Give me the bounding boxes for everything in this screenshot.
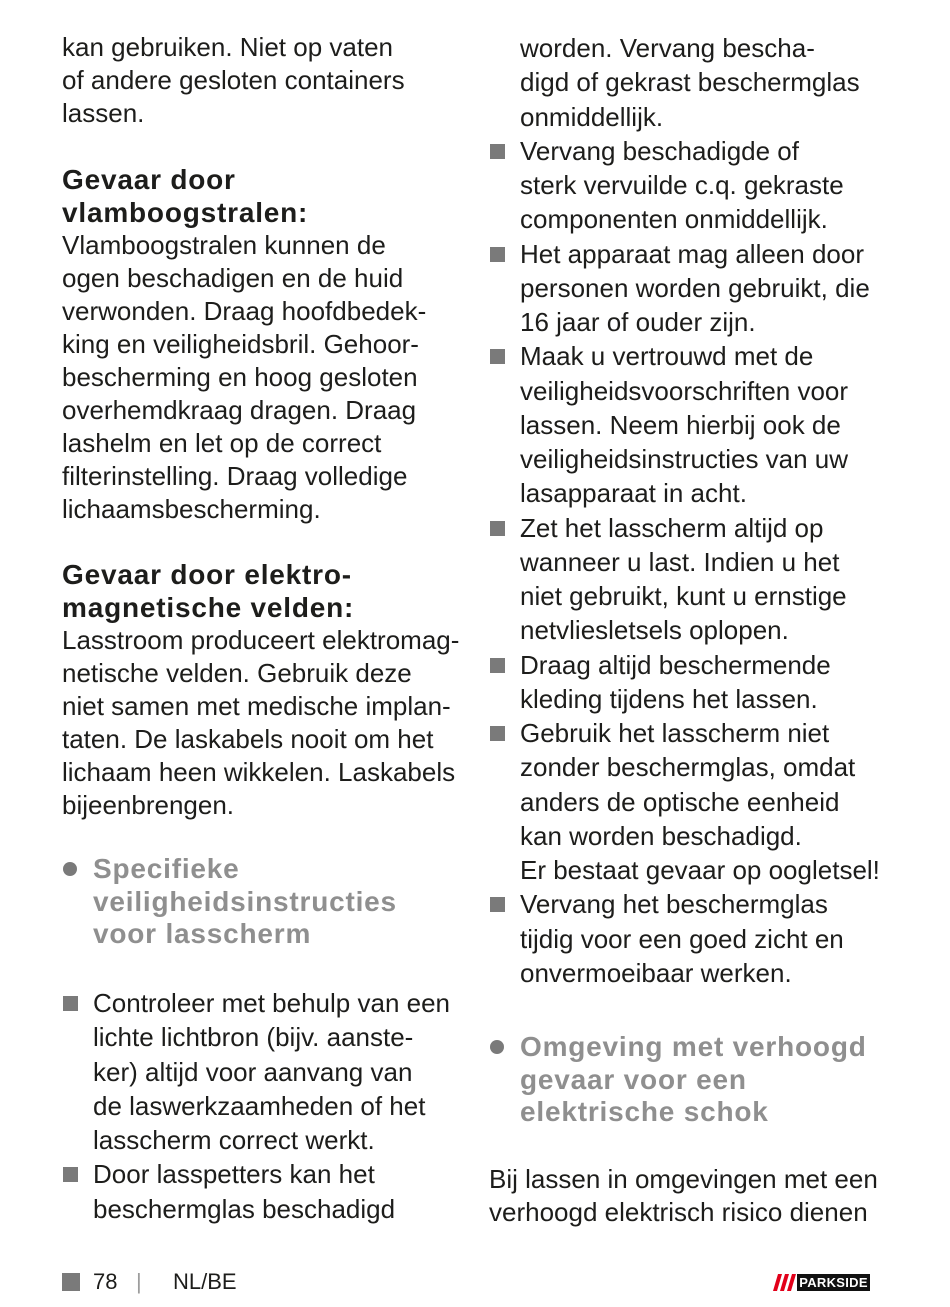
safety-list-right (520, 31, 880, 990)
text-line: veiligheidsvoorschriften voor (520, 375, 849, 406)
text-line: Gebruik het lasscherm niet (520, 718, 830, 748)
text-line: onvermoeibaar werken. (520, 957, 792, 988)
text-line: lasscherm correct werkt. (93, 1125, 375, 1155)
square-bullet-icon (490, 247, 505, 262)
text-line: king en veiligheidsbril. Gehoor- (62, 329, 419, 359)
text-line: lassen. Neem hierbij ook de (520, 409, 841, 440)
heading-line: Omgeving met verhoogd (520, 1031, 867, 1062)
text-line: bijeenbrengen. (62, 790, 235, 820)
list-item (520, 648, 880, 717)
heading-line: Gevaar door (62, 164, 236, 195)
text-line: digd of gekrast beschermglas (520, 67, 860, 98)
round-bullet-icon (490, 1040, 504, 1054)
text-line: tijdig voor een goed zicht en (520, 923, 844, 954)
text-line: kan worden beschadigd. (520, 820, 802, 851)
square-bullet-icon (63, 1167, 78, 1182)
text-line: niet samen met medische implan- (62, 691, 451, 721)
list-item (520, 134, 880, 237)
text-line: worden. Vervang bescha- (520, 33, 815, 63)
subsection-heading-welding-shield (93, 853, 397, 951)
text-line: bescherming en hoog gesloten (62, 362, 418, 392)
text-line: netische velden. Gebruik deze (62, 658, 412, 688)
text-line: niet gebruikt, kunt u ernstige (520, 581, 847, 611)
text-line: Vervang beschadigde of (520, 135, 799, 166)
list-item (520, 887, 880, 990)
text-line: sterk vervuilde c.q. gekraste (520, 170, 844, 200)
logo-text: PARKSIDE (797, 1274, 870, 1291)
square-bullet-icon (490, 521, 505, 536)
list-item (93, 986, 450, 1157)
text-line: de laswerkzaamheden of het (93, 1090, 426, 1121)
section-body-electromagnetic-fields (62, 624, 459, 822)
square-bullet-icon (490, 897, 505, 912)
text-line: verwonden. Draag hoofdbedek- (62, 296, 427, 326)
left-column-intro-paragraph (62, 31, 405, 130)
text-line: Vlamboogstralen kunnen de (62, 230, 386, 260)
heading-line: elektrische schok (520, 1096, 769, 1127)
text-line: kleding tijdens het lassen. (520, 683, 818, 714)
text-line: lichaamsbescherming. (62, 494, 321, 524)
text-line: Door lasspetters kan het (93, 1159, 375, 1190)
section-heading-electromagnetic-fields (62, 558, 459, 624)
text-line: netvliesletsels oplopen. (520, 615, 789, 646)
subsection-heading-electric-shock-risk (520, 1031, 867, 1129)
list-item (520, 237, 880, 340)
text-line: ker) altijd voor aanvang van (93, 1056, 413, 1087)
text-line: kan gebruiken. Niet op vaten (62, 32, 393, 62)
footer-separator: | (136, 1269, 142, 1294)
page-number: 78 (93, 1269, 118, 1294)
heading-line: gevaar voor een (520, 1063, 747, 1095)
round-bullet-icon (63, 862, 77, 876)
square-bullet-icon (490, 658, 505, 673)
text-line: 16 jaar of ouder zijn. (520, 307, 756, 337)
text-line: zonder beschermglas, omdat (520, 752, 856, 783)
text-line: Vervang het beschermglas (520, 889, 828, 920)
list-item (520, 511, 880, 648)
language-code: NL/BE (173, 1269, 237, 1294)
safety-list-left (93, 986, 450, 1226)
paragraph-electric-risk (489, 1163, 878, 1229)
list-item-continuation (520, 31, 880, 134)
square-bullet-icon (63, 996, 78, 1011)
text-line: verhoogd elektrisch risico dienen (489, 1197, 868, 1227)
text-line: filterinstelling. Draag volledige (62, 461, 408, 491)
text-line: onmiddellijk. (520, 101, 664, 132)
section-arc-radiation (62, 163, 426, 526)
text-line: lichte lichtbron (bijv. aanste- (93, 1022, 414, 1053)
text-line: wanneer u last. Indien u het (520, 546, 840, 577)
section-electromagnetic-fields (62, 558, 459, 822)
text-line: Controleer met behulp van een (93, 988, 451, 1018)
text-line: componenten onmiddellijk. (520, 204, 828, 235)
list-item (520, 339, 880, 510)
section-heading-arc-radiation (62, 163, 426, 229)
section-body-arc-radiation (62, 229, 426, 526)
text-line: beschermglas beschadigd (93, 1193, 396, 1224)
text-line: Er bestaat gevaar op oogletsel! (520, 855, 880, 885)
text-line: lichaam heen wikkelen. Laskabels (62, 757, 456, 787)
text-line: ogen beschadigen en de huid (62, 263, 404, 293)
square-bullet-icon (490, 726, 505, 741)
text-line: Draag altijd beschermende (520, 649, 831, 680)
text-line: lassen. (62, 98, 145, 128)
logo-stripes-icon (773, 1274, 797, 1291)
list-item (93, 1157, 450, 1226)
text-line: taten. De laskabels nooit om het (62, 724, 434, 754)
text-line: Het apparaat mag alleen door (520, 238, 865, 269)
text-line: Zet het lasscherm altijd op (520, 512, 824, 543)
text-line: overhemdkraag dragen. Draag (62, 395, 417, 425)
text-line: Maak u vertrouwd met de (520, 341, 814, 372)
list-item (520, 716, 880, 887)
text-line: personen worden gebruikt, die (520, 272, 870, 303)
square-bullet-icon (490, 349, 505, 364)
heading-line: magnetische velden: (62, 592, 355, 623)
heading-line: Specifieke (93, 853, 240, 884)
heading-line: voor lasscherm (93, 918, 312, 949)
text-line: anders de optische eenheid (520, 786, 840, 817)
heading-line: Gevaar door elektro- (62, 559, 352, 590)
text-line: veiligheidsinstructies van uw (520, 444, 849, 474)
text-line: lashelm en let op de correct (62, 428, 382, 458)
square-marker-icon (62, 1273, 80, 1291)
text-line: Lasstroom produceert elektromag- (62, 625, 460, 655)
heading-line: veiligheidsinstructies (93, 885, 397, 917)
square-bullet-icon (490, 144, 505, 159)
text-line: lasapparaat in acht. (520, 478, 747, 509)
heading-line: vlamboogstralen: (62, 197, 309, 228)
text-line: of andere gesloten containers (62, 65, 405, 95)
text-line: Bij lassen in omgevingen met een (489, 1164, 878, 1194)
parkside-logo (773, 1274, 870, 1291)
